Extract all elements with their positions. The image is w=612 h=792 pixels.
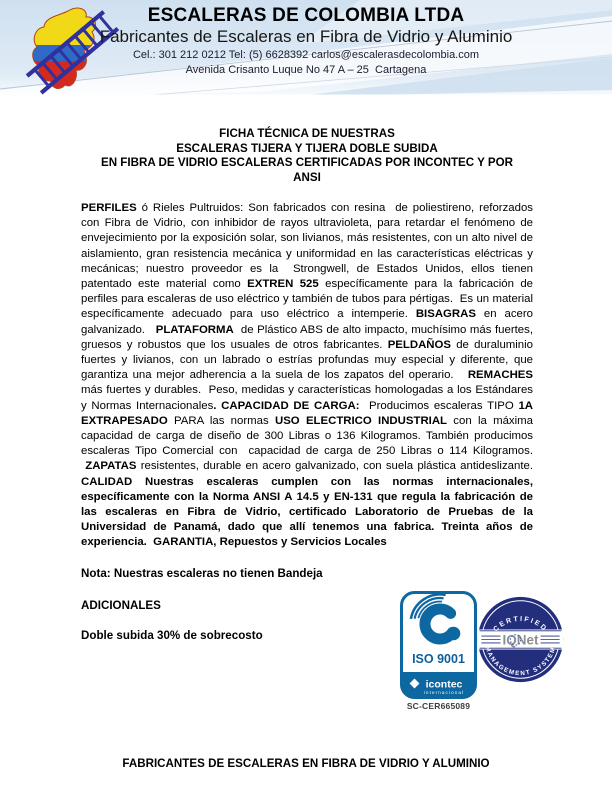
text-segment: de duraluminio fuertes y livianos, con un labrado o estrías profundas muy especial y diferente, que garantiza una mejor adherencia a la suela de los zapatos del operario. xyxy=(81,338,533,382)
text-segment: ZAPATAS xyxy=(85,460,137,473)
contact-line: Cel.: 301 212 0212 Tel: (5) 6628392 carlos@escalerasdecolombia.com xyxy=(132,49,480,61)
text-segment: USO ELECTRICO INDUSTRIAL xyxy=(274,414,448,427)
title-line-2: ESCALERAS TIJERA Y TIJERA DOBLE SUBIDA xyxy=(176,141,438,155)
text-segment: PARA las normas xyxy=(167,414,275,427)
text-segment: específicamente para la fabricación de perfiles para escaleras de uso eléctrico y también de tubos para pértigas. Es un material específicamente adecuado para uso eléctrico a intemperie. xyxy=(81,278,534,321)
text-segment: de Plástico ABS de alto impacto, muchísimo más fuertes, gruesos y robustos que los usuales de otros fabricantes. xyxy=(81,323,533,351)
text-segment: PLATAFORMA xyxy=(155,323,234,336)
text-segment: con la máxima capacidad de carga de diseño de 300 Libras o 136 Kilogramos. También producimos escaleras Tipo Comercial con capacidad de carga de 250 Libras o 114 Kilogramos. xyxy=(81,414,533,473)
letterhead xyxy=(0,0,612,96)
certificate-code: SC-CER665089 xyxy=(406,701,471,711)
text-segment: Producimos escaleras TIPO xyxy=(359,399,519,412)
iqnet-certified-arc-text: CERTIFIED xyxy=(492,615,549,634)
text-segment: PERFILES xyxy=(81,202,142,214)
text-segment: PELDAÑOS xyxy=(387,338,451,351)
icontec-iso9001-logo xyxy=(400,591,477,699)
iqnet-certified-logo xyxy=(477,596,564,683)
text-segment: más fuertes y durables. Peso, medidas y características homologadas a los Estándares y Normas Internacionales xyxy=(81,384,533,412)
text-segment: REMACHES xyxy=(467,369,533,382)
address-line: Avenida Crisanto Luque No 47 A – 25 Cartagena xyxy=(185,64,427,76)
document-title xyxy=(81,127,533,185)
company-name: ESCALERAS DE COLOMBIA LTDA xyxy=(147,5,465,26)
text-segment: EXTREN 525 xyxy=(247,278,319,291)
adicionales-heading: ADICIONALES xyxy=(81,599,161,612)
title-line-3: EN FIBRA DE VIDRIO ESCALERAS CERTIFICADAS POR INCONTEC Y POR xyxy=(100,156,514,170)
iso-9001-label: ISO 9001 xyxy=(412,652,465,666)
footer-slogan: FABRICANTES DE ESCALERAS EN FIBRA DE VIDRIO Y ALUMINIO xyxy=(122,757,490,770)
text-segment: BISAGRAS xyxy=(415,308,476,321)
text-segment: resistentes, durable en acero galvanizado, con suela plástica antideslizante. xyxy=(136,460,533,473)
text-segment: ó Rieles Pultruidos: Son fabricados con resina de poliestireno, reforzados con Fibra de Vidrio, con inhibidor de rayos ultravioleta, para retardar el fenómeno de envejecimiento por la exposición solar, son livianos, más resistentes, con un alto nivel de aislamiento, gran resistencia mecánica y uniformidad en las características eléctricas y mecánicas; nuestro proveedor es la Strongwell, de Estados Unidos, ellos tienen patentado este material como xyxy=(81,202,533,291)
company-tagline: Fabricantes de Escaleras en Fibra de Vidrio y Aluminio xyxy=(99,27,513,46)
text-segment: en acero galvanizado. xyxy=(81,308,533,336)
iqnet-management-arc-text: MANAGEMENT SYSTEM xyxy=(483,645,558,678)
text-segment: CALIDAD Nuestras escaleras cumplen con las normas internacionales, específicamente con la Norma ANSI A 14.5 y EN-131 que regula la fabricación de las escaleras en Fibra de Vidrio, certificado Laboratorio de Pruebas de la Universidad de Panamá, dado que allí tenemos una fabrica. Treinta años de experiencia. GARANTIA, Repuestos y Servicios Locales xyxy=(81,475,533,549)
title-line-1: FICHA TÉCNICA DE NUESTRAS xyxy=(219,127,395,140)
icontec-wordmark: icontec xyxy=(425,678,463,691)
main-paragraph xyxy=(81,201,533,551)
surcharge-line: Doble subida 30% de sobrecosto xyxy=(81,629,263,642)
note-line: Nota: Nuestras escaleras no tienen Bandeja xyxy=(81,567,323,580)
iqnet-wordmark: IQNet xyxy=(502,632,539,648)
text-segment: 1A EXTRAPESADO xyxy=(81,399,533,427)
text-segment: . CAPACIDAD DE CARGA: xyxy=(213,399,360,412)
title-line-4: ANSI xyxy=(293,170,321,184)
icontec-internacional-label: internacional xyxy=(423,690,465,695)
